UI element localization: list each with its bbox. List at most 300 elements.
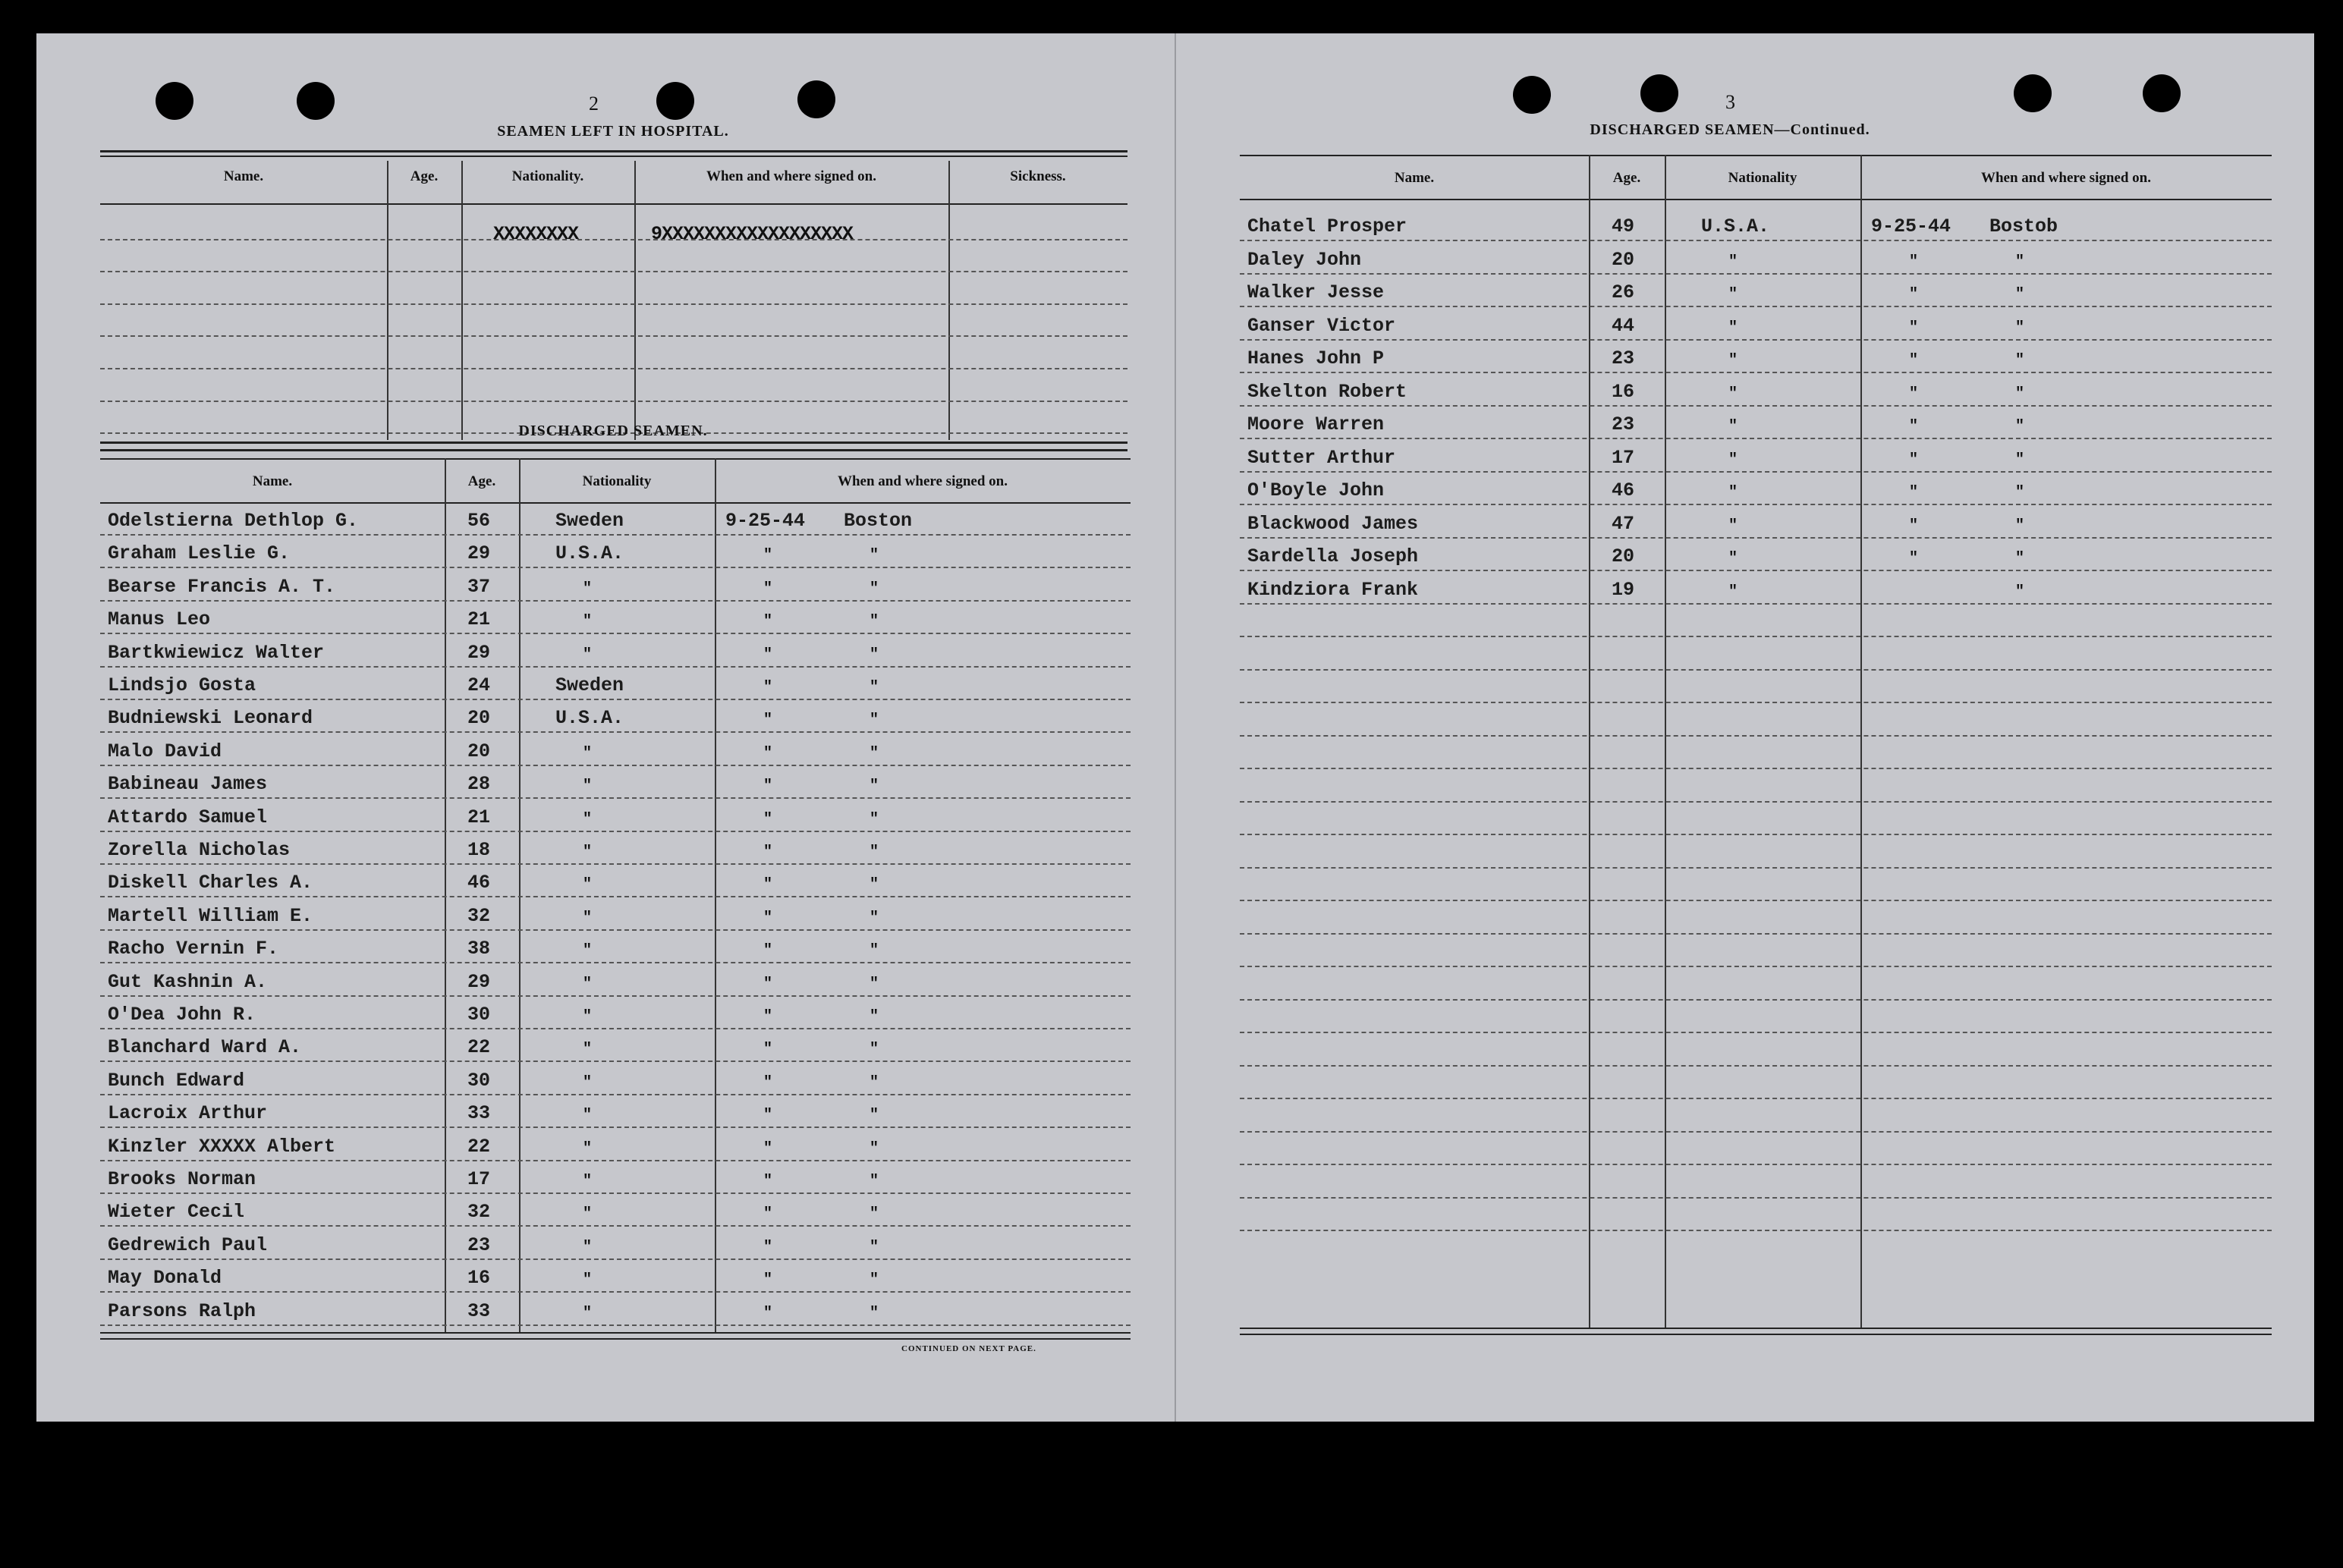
seaman-age: 26	[1612, 281, 1635, 303]
signed-on-place: "	[870, 1073, 879, 1092]
ruled-line	[100, 666, 1131, 668]
punch-hole	[2014, 74, 2052, 112]
continued-note: CONTINUED ON NEXT PAGE.	[901, 1344, 1036, 1353]
page-number: 3	[1725, 91, 1735, 113]
ruled-line	[100, 995, 1131, 997]
signed-on-date: "	[763, 778, 773, 796]
struck-nationality: XXXXXXXX	[493, 223, 579, 245]
ruled-line	[100, 335, 1127, 337]
left-page	[36, 33, 1175, 1422]
ruled-line	[1240, 1065, 2272, 1067]
seaman-nationality: "	[583, 1173, 593, 1190]
ruled-line	[100, 633, 1131, 634]
ruled-line	[1240, 1197, 2272, 1199]
seaman-nationality: "	[583, 1008, 593, 1026]
table-rule	[100, 458, 1131, 460]
ruled-line	[100, 731, 1131, 733]
seaman-name: Daley John	[1247, 248, 1362, 271]
ruled-line	[100, 797, 1131, 799]
seaman-age: 47	[1612, 512, 1635, 535]
header-name: Name.	[252, 473, 293, 489]
seaman-name: Gut Kashnin A.	[108, 970, 268, 993]
ruled-line	[100, 1160, 1131, 1161]
signed-on-date: "	[1909, 451, 1919, 469]
seaman-age: 16	[467, 1267, 491, 1290]
seaman-age: 33	[467, 1299, 491, 1322]
seaman-name: Kindziora Frank	[1247, 578, 1419, 601]
ruled-line	[1240, 273, 2272, 275]
signed-on-date: "	[763, 909, 773, 927]
signed-on-place: "	[2015, 484, 2025, 501]
table-rule	[100, 1332, 1131, 1334]
ruled-line	[100, 303, 1127, 305]
seaman-age: 21	[467, 608, 491, 631]
seaman-name: Ganser Victor	[1247, 314, 1396, 337]
column-divider	[715, 458, 716, 1332]
column-divider	[461, 161, 463, 440]
seaman-nationality: "	[583, 844, 593, 861]
signed-on-date: "	[763, 646, 773, 664]
seaman-age: 22	[467, 1036, 491, 1059]
table-rule	[1240, 199, 2272, 200]
ruled-line	[100, 1291, 1131, 1293]
seaman-name: Babineau James	[108, 773, 268, 796]
signed-on-place: "	[870, 744, 879, 762]
signed-on-date: "	[763, 942, 773, 960]
column-divider	[634, 161, 636, 440]
hospital-header-sickness: Sickness.	[1010, 168, 1066, 184]
signed-on-date: 9-25-44	[1871, 215, 1951, 237]
table-rule	[1240, 155, 2272, 156]
seaman-nationality: "	[583, 942, 593, 960]
signed-on-place: "	[870, 547, 879, 565]
signed-on-date: "	[763, 679, 773, 696]
ruled-line	[100, 401, 1127, 402]
seaman-age: 20	[467, 707, 491, 730]
signed-on-date: "	[763, 844, 773, 861]
seaman-nationality: "	[1728, 319, 1738, 337]
struck-signed-on: 9XXXXXXXXXXXXXXXXXX	[651, 223, 854, 245]
signed-on-date: "	[1909, 517, 1919, 535]
table-rule	[100, 203, 1127, 205]
punch-hole	[656, 82, 694, 120]
seaman-name: Gedrewich Paul	[108, 1233, 268, 1256]
signed-on-date: "	[763, 1173, 773, 1190]
seaman-nationality: "	[583, 1041, 593, 1059]
seaman-nationality: "	[1728, 583, 1738, 601]
seaman-name: Sutter Arthur	[1247, 446, 1396, 469]
header-nationality: Nationality	[1728, 170, 1797, 186]
seaman-name: Blackwood James	[1247, 512, 1419, 535]
seaman-name: Graham Leslie G.	[108, 542, 291, 565]
table-rule	[100, 502, 1131, 504]
seaman-name: Kinzler XXXXX Albert	[108, 1135, 336, 1158]
signed-on-date: "	[763, 1238, 773, 1256]
seaman-nationality: "	[1728, 451, 1738, 469]
ruled-line	[100, 765, 1131, 766]
seaman-name: Bartkwiewicz Walter	[108, 641, 325, 664]
seaman-nationality: "	[583, 778, 593, 796]
seaman-age: 24	[467, 674, 491, 696]
seaman-nationality: "	[1728, 418, 1738, 435]
ruled-line	[100, 271, 1127, 272]
seaman-nationality: U.S.A.	[555, 707, 624, 730]
signed-on-place: "	[2015, 550, 2025, 567]
ruled-line	[1240, 768, 2272, 769]
signed-on-place: "	[2015, 451, 2025, 469]
seaman-name: Attardo Samuel	[108, 806, 268, 828]
seaman-nationality: "	[583, 580, 593, 598]
seaman-age: 32	[467, 1201, 491, 1224]
signed-on-date: "	[763, 810, 773, 828]
signed-on-place: "	[870, 909, 879, 927]
seaman-name: Malo David	[108, 740, 222, 762]
ruled-line	[1240, 933, 2272, 935]
seaman-nationality: "	[583, 1073, 593, 1092]
seaman-nationality: "	[583, 1304, 593, 1322]
signed-on-date: "	[1909, 418, 1919, 435]
seaman-nationality: "	[583, 1205, 593, 1224]
seaman-age: 29	[467, 641, 491, 664]
seaman-name: Wieter Cecil	[108, 1201, 245, 1224]
seaman-age: 16	[1612, 380, 1635, 403]
hospital-header-name: Name.	[223, 168, 264, 184]
seaman-name: Blanchard Ward A.	[108, 1036, 302, 1059]
ruled-line	[100, 962, 1131, 963]
seaman-age: 49	[1612, 215, 1635, 237]
punch-hole	[797, 80, 835, 118]
ruled-line	[100, 929, 1131, 931]
ruled-line	[1240, 702, 2272, 703]
signed-on-date: "	[763, 975, 773, 993]
right-page	[1175, 33, 2314, 1422]
seaman-age: 20	[1612, 545, 1635, 567]
signed-on-place: "	[2015, 352, 2025, 369]
signed-on-place: "	[870, 1139, 879, 1158]
table-rule	[100, 449, 1127, 451]
table-rule	[100, 156, 1127, 157]
seaman-name: Bunch Edward	[108, 1069, 245, 1092]
seaman-age: 23	[467, 1233, 491, 1256]
seaman-nationality: "	[583, 744, 593, 762]
signed-on-date: "	[763, 547, 773, 565]
column-divider	[519, 458, 520, 1332]
signed-on-place: "	[870, 778, 879, 796]
signed-on-date: "	[763, 1041, 773, 1059]
ruled-line	[100, 567, 1131, 568]
ruled-line	[1240, 1164, 2272, 1165]
ruled-line	[1240, 735, 2272, 737]
ruled-line	[100, 1061, 1131, 1062]
signed-on-place: "	[870, 1041, 879, 1059]
ruled-line	[1240, 900, 2272, 901]
ruled-line	[1240, 1032, 2272, 1033]
ruled-line	[1240, 405, 2272, 407]
ruled-line	[100, 239, 1127, 240]
ruled-line	[1240, 834, 2272, 835]
seaman-name: Moore Warren	[1247, 413, 1385, 435]
seaman-nationality: "	[583, 810, 593, 828]
column-divider	[1665, 155, 1666, 1328]
header-signed-on: When and where signed on.	[837, 473, 1008, 489]
seaman-name: Manus Leo	[108, 608, 211, 631]
seaman-nationality: "	[583, 909, 593, 927]
signed-on-date: "	[763, 712, 773, 730]
seaman-age: 21	[467, 806, 491, 828]
hospital-section-title: SEAMEN LEFT IN HOSPITAL.	[497, 123, 729, 140]
ruled-line	[100, 368, 1127, 369]
signed-on-date: "	[763, 1073, 773, 1092]
seaman-nationality: "	[583, 1238, 593, 1256]
signed-on-place: "	[870, 1271, 879, 1290]
seaman-nationality: "	[583, 613, 593, 631]
hospital-header-nationality: Nationality.	[511, 168, 584, 184]
column-divider	[387, 161, 388, 440]
seaman-nationality: "	[1728, 253, 1738, 271]
ruled-line	[100, 1258, 1131, 1260]
ruled-line	[100, 1192, 1131, 1194]
table-rule	[100, 441, 1127, 444]
seaman-age: 30	[467, 1069, 491, 1092]
seaman-nationality: "	[1728, 385, 1738, 403]
signed-on-place: "	[870, 844, 879, 861]
seaman-name: Parsons Ralph	[108, 1299, 256, 1322]
seaman-age: 30	[467, 1004, 491, 1026]
signed-on-date: "	[1909, 286, 1919, 303]
seaman-name: Diskell Charles A.	[108, 872, 313, 894]
header-signed-on: When and where signed on.	[1980, 170, 2151, 186]
ruled-line	[1240, 636, 2272, 637]
ruled-line	[100, 1225, 1131, 1227]
discharged-section-title: DISCHARGED SEAMEN.	[518, 423, 708, 439]
signed-on-place: "	[870, 613, 879, 631]
column-divider	[1589, 155, 1590, 1328]
seaman-age: 17	[467, 1168, 491, 1190]
ruled-line	[100, 699, 1131, 700]
seaman-name: O'Boyle John	[1247, 479, 1385, 501]
seaman-name: Sardella Joseph	[1247, 545, 1419, 567]
seaman-age: 37	[467, 575, 491, 598]
ruled-line	[1240, 471, 2272, 473]
seaman-name: Racho Vernin F.	[108, 938, 279, 960]
seaman-nationality: "	[1728, 550, 1738, 567]
seaman-nationality: "	[583, 1139, 593, 1158]
punch-hole	[297, 82, 335, 120]
signed-on-date: 9-25-44	[725, 510, 806, 532]
signed-on-date: "	[1909, 484, 1919, 501]
punch-hole	[2143, 74, 2181, 112]
seaman-nationality: "	[1728, 352, 1738, 369]
signed-on-place: "	[870, 1008, 879, 1026]
signed-on-date: "	[763, 613, 773, 631]
seaman-name: May Donald	[108, 1267, 222, 1290]
seaman-age: 22	[467, 1135, 491, 1158]
signed-on-date: "	[763, 744, 773, 762]
ruled-line	[100, 534, 1131, 536]
signed-on-place: "	[870, 1173, 879, 1190]
signed-on-place: "	[870, 975, 879, 993]
signed-on-place: Bostob	[1989, 215, 2058, 237]
ruled-line	[1240, 867, 2272, 869]
ruled-line	[100, 863, 1131, 865]
signed-on-date: "	[1909, 550, 1919, 567]
seaman-age: 32	[467, 904, 491, 927]
seaman-age: 28	[467, 773, 491, 796]
ruled-line	[1240, 339, 2272, 341]
signed-on-date: "	[1909, 352, 1919, 369]
seaman-name: Zorella Nicholas	[108, 839, 291, 861]
seaman-nationality: Sweden	[555, 510, 624, 532]
seaman-age: 19	[1612, 578, 1635, 601]
column-divider	[1860, 155, 1862, 1328]
signed-on-date: "	[763, 1107, 773, 1125]
seaman-nationality: "	[583, 975, 593, 993]
seaman-name: O'Dea John R.	[108, 1004, 256, 1026]
punch-hole	[156, 82, 193, 120]
ruled-line	[100, 831, 1131, 832]
seaman-nationality: U.S.A.	[1701, 215, 1770, 237]
signed-on-place: "	[2015, 418, 2025, 435]
ruled-line	[1240, 1230, 2272, 1231]
seaman-name: Bearse Francis A. T.	[108, 575, 336, 598]
seaman-nationality: "	[583, 646, 593, 664]
seaman-nationality: "	[583, 1271, 593, 1290]
signed-on-place: "	[2015, 319, 2025, 337]
seaman-age: 20	[467, 740, 491, 762]
punch-hole	[1640, 74, 1678, 112]
header-nationality: Nationality	[582, 473, 652, 489]
seaman-nationality: "	[583, 1107, 593, 1125]
signed-on-date: "	[1909, 319, 1919, 337]
seaman-age: 29	[467, 970, 491, 993]
seaman-name: Walker Jesse	[1247, 281, 1385, 303]
signed-on-place: "	[870, 712, 879, 730]
seaman-nationality: "	[1728, 484, 1738, 501]
ruled-line	[100, 1324, 1131, 1326]
seaman-name: Chatel Prosper	[1247, 215, 1407, 237]
seaman-age: 23	[1612, 413, 1635, 435]
ruled-line	[1240, 537, 2272, 539]
signed-on-place: "	[2015, 253, 2025, 271]
signed-on-place: "	[870, 1107, 879, 1125]
signed-on-date: "	[763, 1205, 773, 1224]
seaman-name: Odelstierna Dethlop G.	[108, 510, 359, 532]
signed-on-place: "	[870, 1205, 879, 1224]
signed-on-date: "	[1909, 253, 1919, 271]
seaman-name: Brooks Norman	[108, 1168, 256, 1190]
seaman-name: Budniewski Leonard	[108, 707, 313, 730]
discharged-continued-title: DISCHARGED SEAMEN—Continued.	[1590, 121, 1870, 138]
seaman-name: Lindsjo Gosta	[108, 674, 256, 696]
seaman-age: 56	[467, 510, 491, 532]
seaman-nationality: U.S.A.	[555, 542, 624, 565]
ruled-line	[100, 1094, 1131, 1095]
seaman-name: Hanes John P	[1247, 347, 1385, 369]
seaman-nationality: "	[1728, 517, 1738, 535]
seaman-age: 23	[1612, 347, 1635, 369]
ruled-line	[1240, 240, 2272, 241]
ruled-line	[100, 896, 1131, 897]
header-name: Name.	[1394, 170, 1435, 186]
signed-on-place: "	[870, 810, 879, 828]
signed-on-place: "	[870, 679, 879, 696]
seaman-name: Martell William E.	[108, 904, 313, 927]
ruled-line	[100, 1028, 1131, 1029]
ruled-line	[100, 1127, 1131, 1128]
signed-on-place: "	[870, 942, 879, 960]
seaman-nationality: "	[583, 876, 593, 894]
signed-on-place: "	[2015, 517, 2025, 535]
column-divider	[948, 161, 950, 440]
signed-on-place: "	[870, 646, 879, 664]
ruled-line	[100, 600, 1131, 602]
signed-on-place: "	[870, 1238, 879, 1256]
ruled-line	[1240, 438, 2272, 439]
table-rule	[100, 1338, 1131, 1340]
table-rule	[100, 150, 1127, 152]
header-age: Age.	[467, 473, 496, 489]
seaman-age: 33	[467, 1102, 491, 1125]
seaman-nationality: Sweden	[555, 674, 624, 696]
ruled-line	[1240, 669, 2272, 671]
signed-on-place: "	[2015, 286, 2025, 303]
table-rule	[1240, 1328, 2272, 1329]
hospital-header-signed-on: When and where signed on.	[706, 168, 876, 184]
ruled-line	[1240, 372, 2272, 373]
ruled-line	[1240, 570, 2272, 571]
page-number: 2	[589, 93, 599, 115]
seaman-age: 20	[1612, 248, 1635, 271]
table-rule	[1240, 1334, 2272, 1335]
signed-on-date: "	[763, 1139, 773, 1158]
signed-on-date: "	[1909, 385, 1919, 403]
seaman-name: Lacroix Arthur	[108, 1102, 268, 1125]
ruled-line	[1240, 504, 2272, 505]
ruled-line	[1240, 1098, 2272, 1099]
seaman-nationality: "	[1728, 286, 1738, 303]
ruled-line	[1240, 1131, 2272, 1133]
punch-hole	[1513, 76, 1551, 114]
signed-on-place: "	[2015, 583, 2025, 601]
signed-on-date: "	[763, 1271, 773, 1290]
ruled-line	[1240, 999, 2272, 1001]
ruled-line	[1240, 306, 2272, 307]
hospital-header-age: Age.	[410, 168, 439, 184]
ruled-line	[1240, 966, 2272, 967]
signed-on-place: "	[870, 1304, 879, 1322]
seaman-age: 29	[467, 542, 491, 565]
seaman-age: 18	[467, 839, 491, 861]
seaman-age: 46	[1612, 479, 1635, 501]
signed-on-date: "	[763, 1008, 773, 1026]
header-age: Age.	[1612, 170, 1641, 186]
seaman-age: 44	[1612, 314, 1635, 337]
signed-on-place: "	[2015, 385, 2025, 403]
signed-on-place: Boston	[844, 510, 913, 532]
signed-on-place: "	[870, 876, 879, 894]
signed-on-place: "	[870, 580, 879, 598]
ruled-line	[1240, 603, 2272, 605]
seaman-name: Skelton Robert	[1247, 380, 1407, 403]
seaman-age: 38	[467, 938, 491, 960]
signed-on-date: "	[763, 1304, 773, 1322]
column-divider	[445, 458, 446, 1332]
ruled-line	[1240, 801, 2272, 803]
signed-on-date: "	[763, 876, 773, 894]
seaman-age: 46	[467, 872, 491, 894]
seaman-age: 17	[1612, 446, 1635, 469]
signed-on-date: "	[763, 580, 773, 598]
